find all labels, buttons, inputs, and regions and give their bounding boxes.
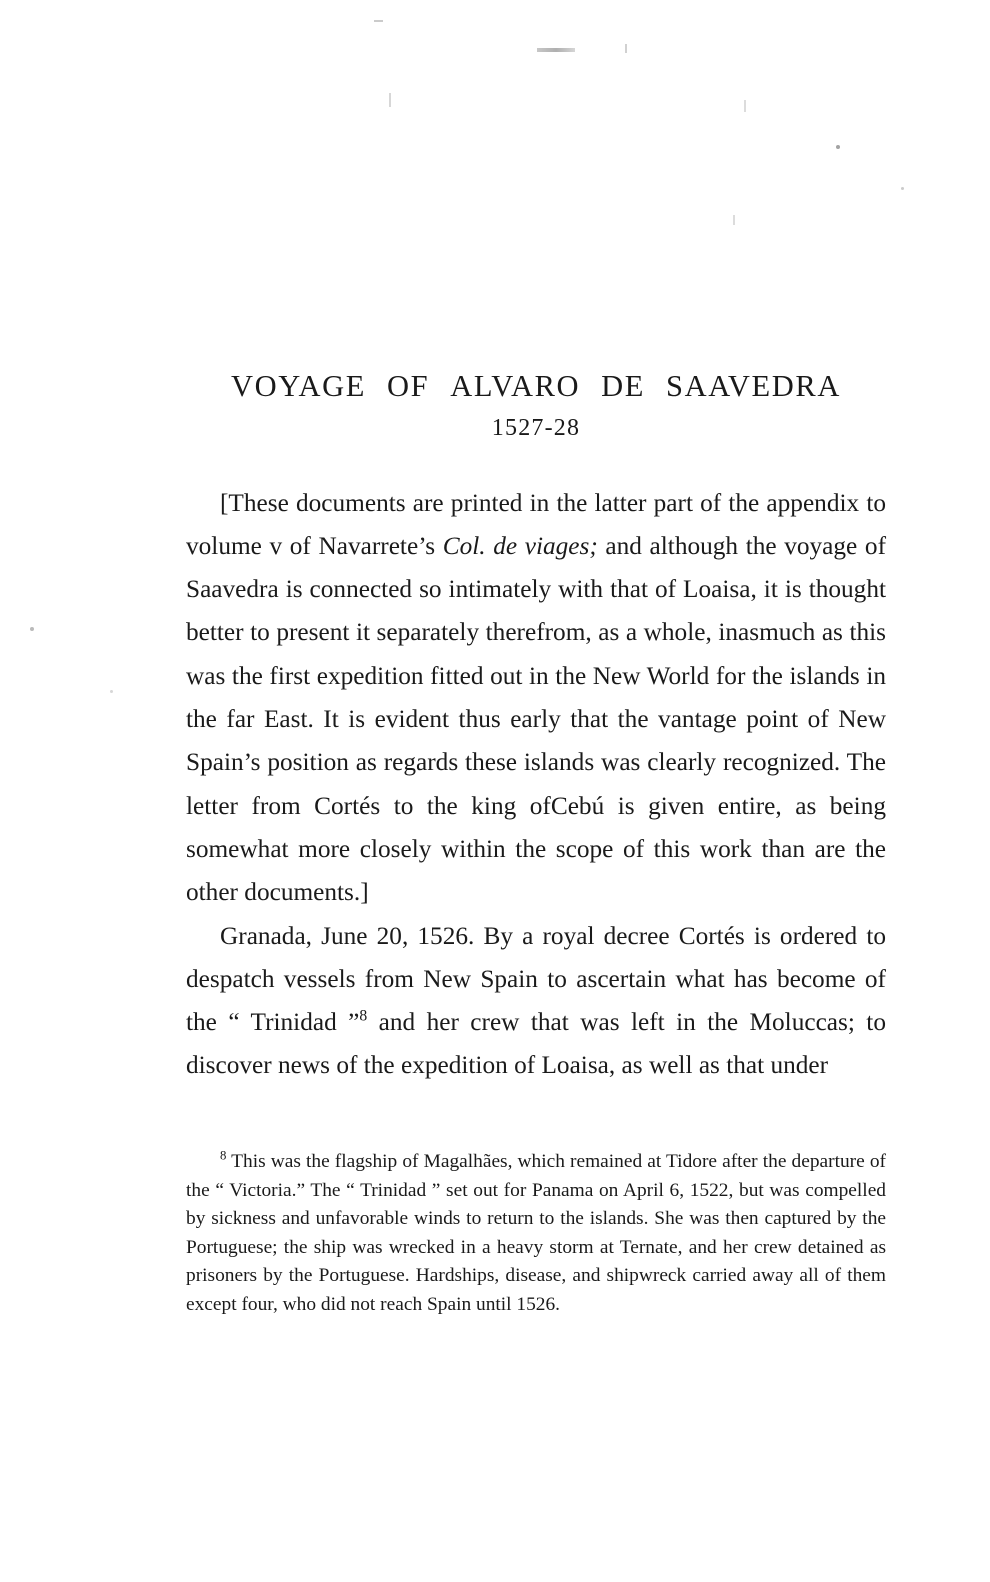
footnote-8: [186, 1148, 886, 1320]
footnote-block: [186, 1148, 886, 1320]
scan-artifact: [537, 48, 575, 52]
paragraph-granada-decree: [186, 915, 886, 1088]
title-word-4: DE: [601, 369, 646, 403]
body-text: [186, 482, 886, 1088]
footnote-marker-8: 8: [220, 1148, 227, 1163]
scan-artifact: [625, 44, 627, 53]
granada-text-2: and her crew that was left in the Moluccas; to discover news of the expedition of Loaisa, as well as that under: [186, 1008, 886, 1080]
scan-artifact: [901, 187, 904, 190]
page-title: [186, 370, 886, 404]
scan-artifact: [836, 145, 840, 149]
paragraph-bracket-note: [186, 482, 886, 915]
page-subtitle-dates: 1527-28: [491, 414, 581, 441]
scan-artifact: [389, 93, 391, 107]
scan-artifact: [744, 100, 746, 112]
title-word-5: SAAVEDRA: [666, 369, 841, 403]
scan-artifact: [30, 627, 34, 631]
footnote-reference-8[interactable]: 8: [359, 1007, 368, 1025]
bracket-note-text-1: [These documents are printed in the latter part of the appendix to volume v of Navarrete’s: [186, 488, 886, 560]
title-word-3: ALVARO: [450, 369, 581, 403]
bracket-note-text-2: and although the voyage of Saavedra is connected so intimately with that of Loaisa, it is thought better to present it separately therefrom, as a whole, inasmuch as this was the first expedition fitted out in the New World for the islands in the far East. It is evident thus early that the vantage point of New Spain’s position as regards these islands was clearly recognized. The letter from Cortés to the king ofCebú is given entire, as being somewhat more closely within the scope of this work than are the other documents.]: [186, 531, 886, 907]
scan-artifact: [374, 20, 383, 22]
scan-artifact: [733, 215, 735, 225]
page-content: [186, 370, 886, 1088]
bracket-note-italic-title: Col. de viages;: [442, 531, 598, 560]
granada-text-1: Granada, June 20, 1526. By a royal decree Cortés is ordered to despatch vessels from New Spain to ascertain what has become of the “ Trinidad ”: [186, 921, 886, 1037]
scan-artifact: [110, 690, 113, 693]
footnote-8-text: This was the flagship of Magalhães, which remained at Tidore after the departure of the “ Victoria.” The “ Trinidad ” set out for Panama on April 6, 1522, but was compelled by sickness and unfavorable winds to return to the islands. She was then captured by the Portuguese; the ship was wrecked in a heavy storm at Ternate, and her crew detained as prisoners by the Portuguese. Hardships, disease, and shipwreck carried away all of them except four, who did not reach Spain until 1526.: [186, 1151, 886, 1315]
title-word-2: OF: [387, 369, 430, 403]
title-word-1: VOYAGE: [231, 369, 367, 403]
